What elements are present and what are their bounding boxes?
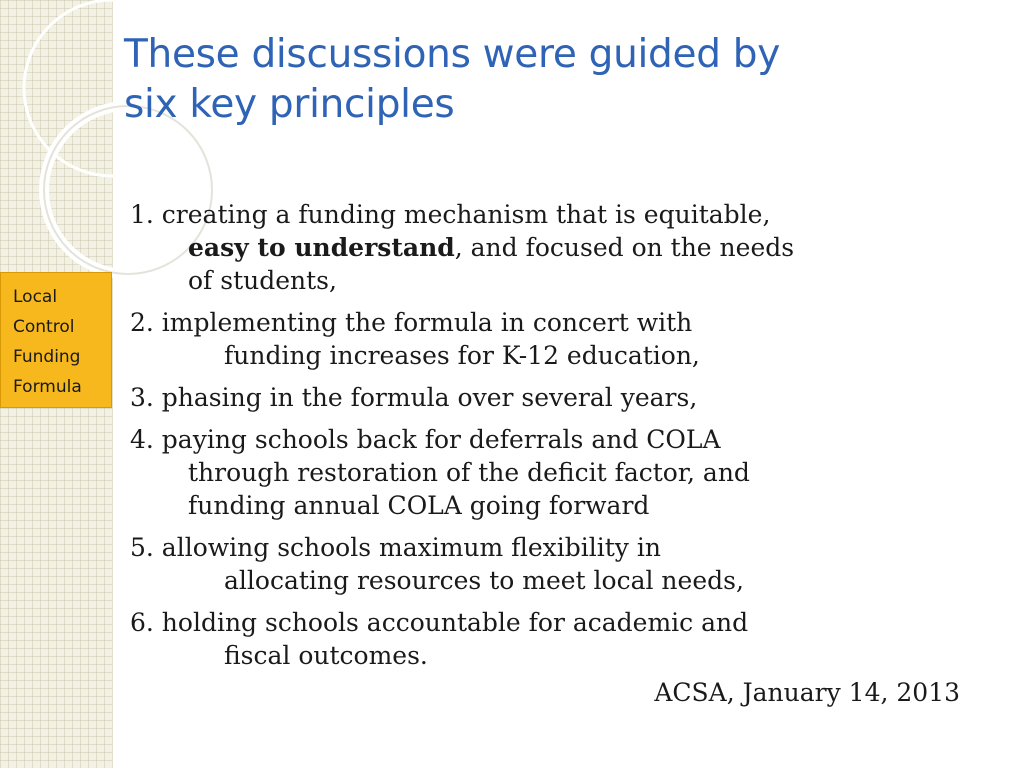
section-label-line: Local [13,287,58,307]
principle-item-6 [130,606,1010,672]
principle-text: 2. implementing the formula in concert with [130,308,693,337]
principle-text: 5. allowing schools maximum flexibility in [130,533,661,562]
principle-text-continued: fiscal outcomes. [224,641,428,670]
section-label-line: Funding [13,347,81,367]
principle-item-4 [130,423,1010,522]
principle-text: 3. phasing in the formula over several years, [130,383,698,412]
principle-text: 6. holding schools accountable for academic and [130,608,749,637]
slide-title-line-1: These discussions were guided by [124,32,780,77]
section-label-line: Control [13,317,75,337]
emphasis-text: easy to understand [188,233,455,262]
slide-title [124,30,984,130]
principle-text-continued: funding annual COLA going forward [188,491,650,520]
principle-text: 1. creating a funding mechanism that is equitable, [130,200,771,229]
principle-text: , and focused on the needs [454,233,795,262]
principle-item-3 [130,381,1010,414]
principle-item-1 [130,198,1010,297]
citation: ACSA, January 14, 2013 [654,678,960,707]
principles-list [130,198,1010,681]
principle-text: 4. paying schools back for deferrals and COLA [130,425,721,454]
principle-item-5 [130,531,1010,597]
section-label-line: Formula [13,377,82,397]
principle-text-continued: of students, [188,266,337,295]
principle-item-2 [130,306,1010,372]
section-label-box [0,272,112,408]
slide-title-line-2: six key principles [124,82,455,127]
principle-text-continued [130,231,1010,264]
principle-text-continued: funding increases for K-12 education, [224,341,700,370]
principle-text-continued: through restoration of the deficit factor, and [188,458,750,487]
principle-text-continued: allocating resources to meet local needs, [224,566,744,595]
